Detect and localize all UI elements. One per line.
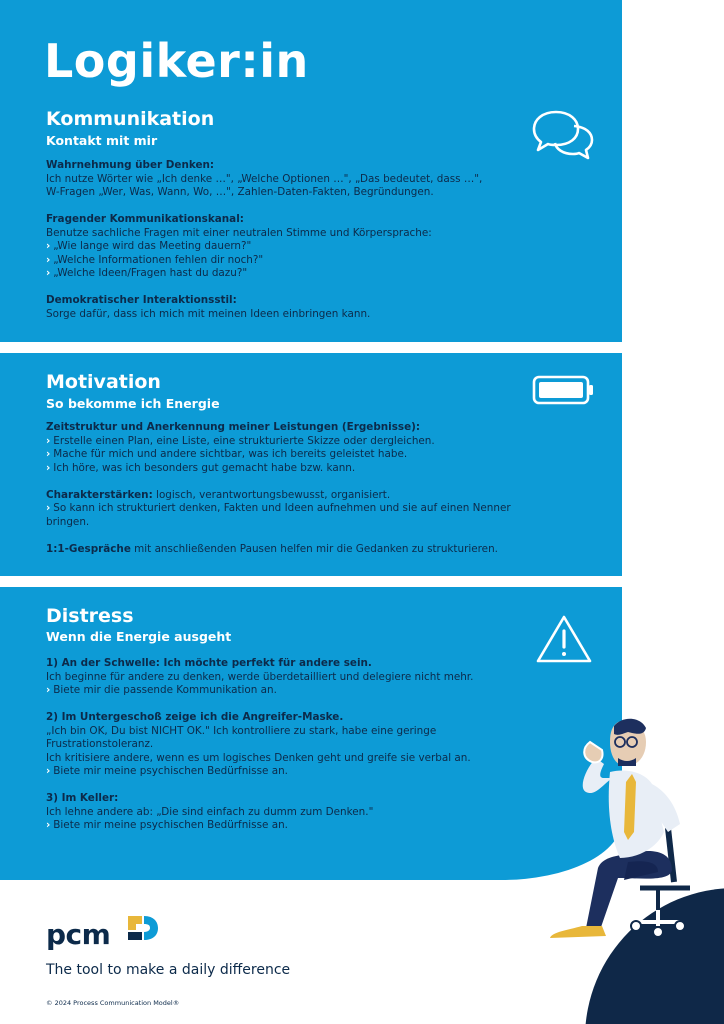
block-heading: 1:1-Gespräche [46, 542, 131, 555]
bullet-item: Biete mir meine psychischen Bedürfnisse an. [53, 765, 288, 777]
communication-panel [0, 0, 622, 342]
copyright: © 2024 Process Communication Model® [46, 999, 180, 1007]
logo-mark-icon [126, 912, 160, 942]
section-title-distress: Distress [46, 605, 134, 627]
arrow-icon: › [46, 448, 51, 460]
arrow-icon: › [46, 502, 51, 514]
bullet-item: Biete mir die passende Kommunikation an. [53, 684, 277, 696]
block-heading: 1) An der Schwelle: Ich möchte perfekt für andere sein. [46, 657, 372, 669]
bullet-item: „Welche Ideen/Fragen hast du dazu?" [53, 267, 248, 279]
page-title: Logiker:in [44, 34, 309, 88]
section-subtitle-communication: Kontakt mit mir [46, 133, 158, 148]
speech-bubbles-icon [530, 108, 596, 164]
section-title-communication: Kommunikation [46, 108, 215, 130]
distress-body [46, 657, 566, 833]
bullet-item: So kann ich strukturiert denken, Fakten und Ideen aufnehmen und sie auf einen Nenner [53, 502, 511, 514]
bullet-item: „Wie lange wird das Meeting dauern?" [53, 240, 252, 252]
block-heading: 3) Im Keller: [46, 792, 119, 804]
tagline: The tool to make a daily difference [46, 962, 291, 978]
block-heading: Wahrnehmung über Denken: [46, 159, 215, 171]
motivation-body [46, 421, 566, 556]
body-line: Ich beginne für andere zu denken, werde überdetailliert und delegiere nicht mehr. [46, 670, 474, 683]
arrow-icon: › [46, 765, 51, 777]
block-heading-rest: mit anschließenden Pausen helfen mir die Gedanken zu strukturieren. [130, 542, 498, 555]
bullet-item: Ich höre, was ich besonders gut gemacht habe bzw. kann. [53, 461, 356, 474]
body-line: bringen. [46, 515, 90, 528]
block-heading: Zeitstruktur und Anerkennung meiner Leistungen (Ergebnisse): [46, 421, 421, 433]
block-heading: Fragender Kommunikationskanal: [46, 213, 244, 225]
arrow-icon: › [46, 434, 51, 447]
body-line: Sorge dafür, dass ich mich mit meinen Ideen einbringen kann. [46, 307, 371, 320]
arrow-icon: › [46, 240, 51, 252]
communication-body [46, 159, 566, 321]
block-heading: Demokratischer Interaktionsstil: [46, 294, 237, 306]
section-subtitle-motivation: So bekomme ich Energie [46, 396, 220, 411]
body-line: Ich nutze Wörter wie „Ich denke …", „Welche Optionen …", „Das bedeutet, dass …", [46, 172, 483, 185]
bullet-item: Erstelle einen Plan, eine Liste, eine strukturierte Skizze oder dergleichen. [53, 434, 435, 447]
body-line: Ich kritisiere andere, wenn es um logisches Denken geht und greife sie verbal an. [46, 751, 471, 764]
body-line: W-Fragen „Wer, Was, Wann, Wo, …", Zahlen-Daten-Fakten, Begründungen. [46, 186, 434, 198]
block-heading: Charakterstärken: [46, 488, 153, 501]
battery-icon [532, 375, 596, 405]
arrow-icon: › [46, 253, 51, 266]
arrow-icon: › [46, 684, 51, 696]
bullet-item: Mache für mich und andere sichtbar, was ich bereits geleistet habe. [53, 448, 408, 460]
body-line: Benutze sachliche Fragen mit einer neutralen Stimme und Körpersprache: [46, 226, 432, 239]
body-line: Ich lehne andere ab: „Die sind einfach zu dumm zum Denken." [46, 805, 374, 818]
section-subtitle-distress: Wenn die Energie ausgeht [46, 629, 232, 644]
body-line: Frustrationstoleranz. [46, 738, 154, 750]
thinking-person-illustration [540, 712, 722, 952]
section-title-motivation: Motivation [46, 371, 161, 393]
logo-wordmark: pcm [46, 918, 111, 951]
arrow-icon: › [46, 267, 51, 279]
bullet-item: „Welche Informationen fehlen dir noch?" [53, 253, 264, 266]
distress-panel [0, 587, 622, 880]
arrow-icon: › [46, 819, 51, 831]
motivation-panel [0, 353, 622, 576]
block-heading-rest: logisch, verantwortungsbewusst, organisiert. [152, 488, 391, 501]
bullet-item: Biete mir meine psychischen Bedürfnisse an. [53, 819, 288, 831]
arrow-icon: › [46, 461, 51, 474]
body-line: „Ich bin OK, Du bist NICHT OK." Ich kontrolliere zu stark, habe eine geringe [46, 724, 437, 737]
pcm-logo [46, 918, 110, 951]
block-heading: 2) Im Untergeschoß zeige ich die Angreifer-Maske. [46, 711, 344, 723]
